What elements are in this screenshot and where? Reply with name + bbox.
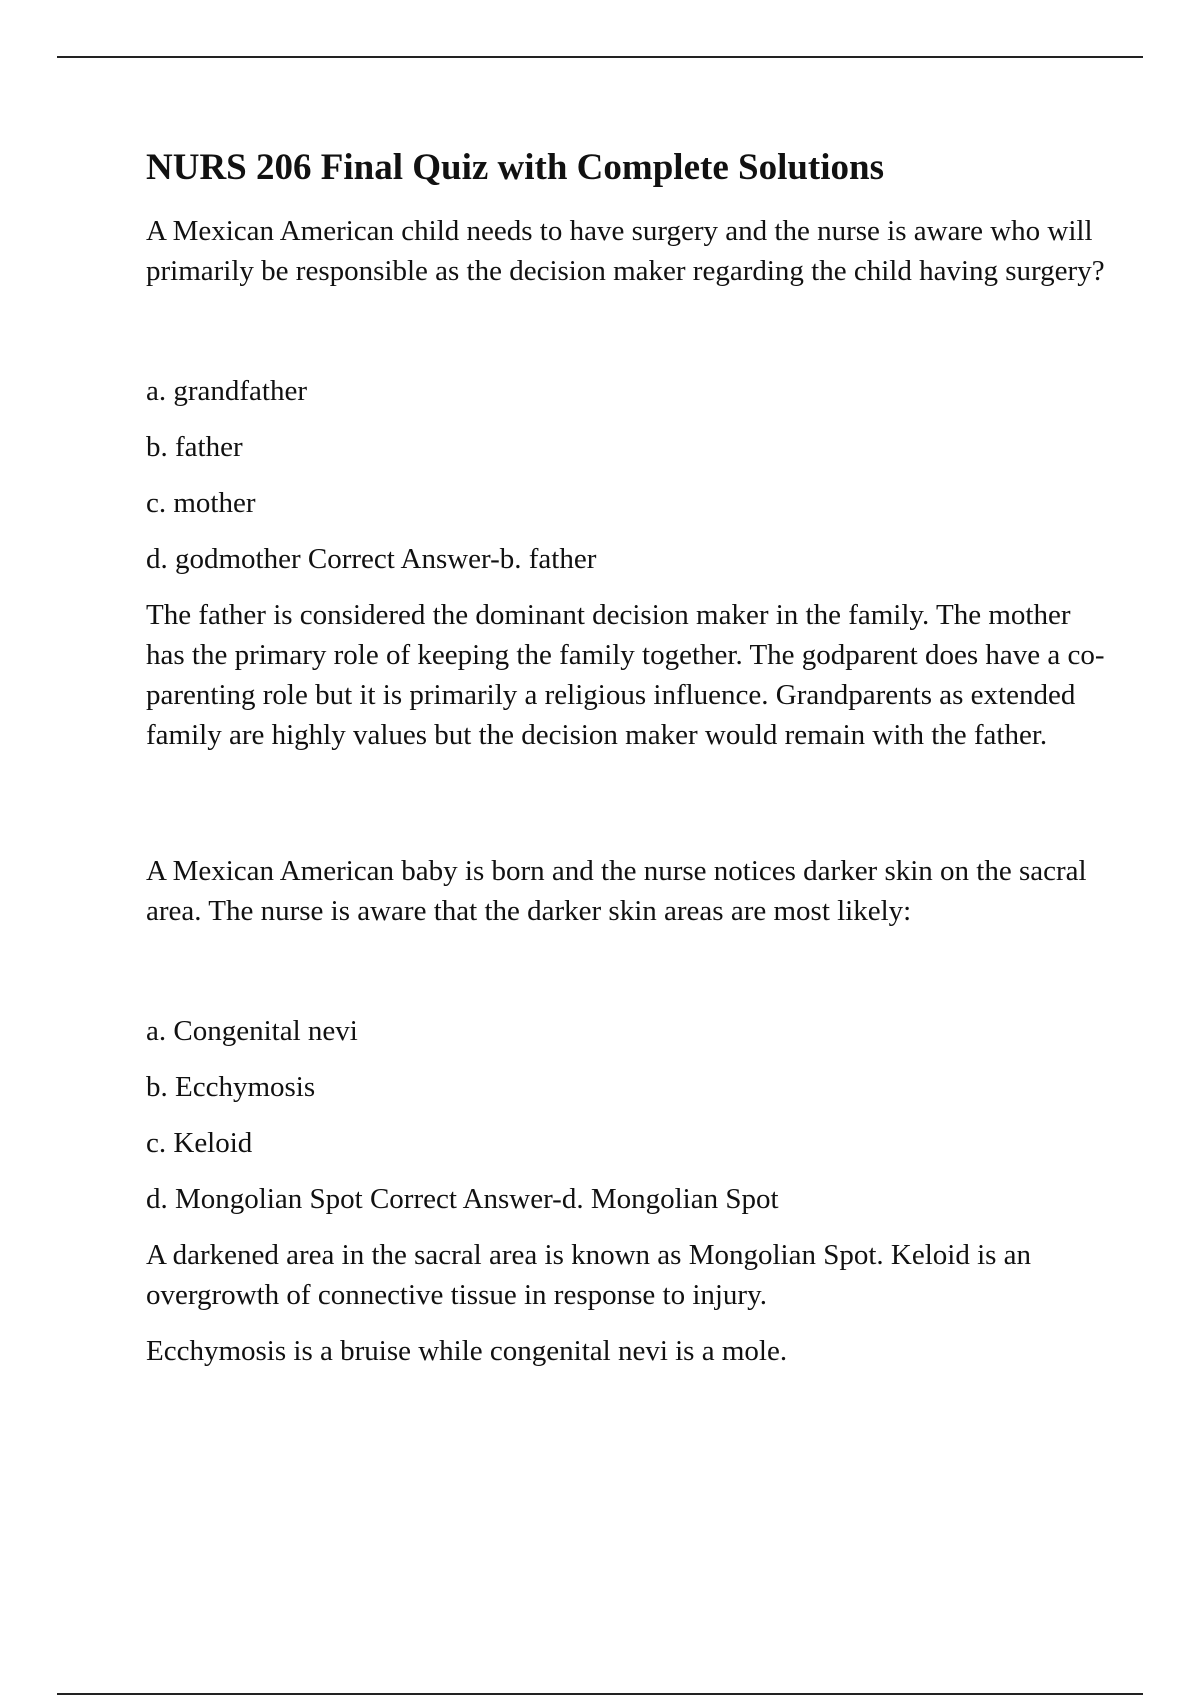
bottom-rule [57, 1693, 1143, 1695]
answer-explanation: A darkened area in the sacral area is known as Mongolian Spot. Keloid is an overgrowth of connective tissue in response to injury. [146, 1239, 1032, 1311]
option-b: b. Ecchymosis [146, 1071, 316, 1103]
option-a: a. Congenital nevi [146, 1015, 358, 1047]
option-b: b. father [146, 431, 243, 463]
option-d-with-answer: d. godmother Correct Answer-b. father [146, 543, 597, 575]
option-d-with-answer: d. Mongolian Spot Correct Answer-d. Mongolian Spot [146, 1183, 779, 1215]
top-rule [57, 56, 1143, 58]
answer-explanation: The father is considered the dominant decision maker in the family. The mother has the primary role of keeping the family together. The godparent does have a co-parenting role but it is primarily a religious influence. Grandparents as extended family are highly values but the decision maker would remain with the father. [146, 599, 1105, 751]
answer-explanation-continued: Ecchymosis is a bruise while congenital nevi is a mole. [146, 1335, 788, 1367]
question-text: A Mexican American baby is born and the nurse notices darker skin on the sacral area. The nurse is aware that the darker skin areas are most likely: [146, 855, 1087, 927]
option-c: c. Keloid [146, 1127, 253, 1159]
document-body [146, 142, 1106, 1387]
question-block-2 [146, 851, 1106, 1371]
question-block-1 [146, 211, 1106, 755]
document-title: NURS 206 Final Quiz with Complete Solutions [146, 147, 885, 188]
question-text: A Mexican American child needs to have surgery and the nurse is aware who will primarily be responsible as the decision maker regarding the child having surgery? [146, 215, 1105, 287]
option-c: c. mother [146, 487, 256, 519]
option-a: a. grandfather [146, 375, 308, 407]
